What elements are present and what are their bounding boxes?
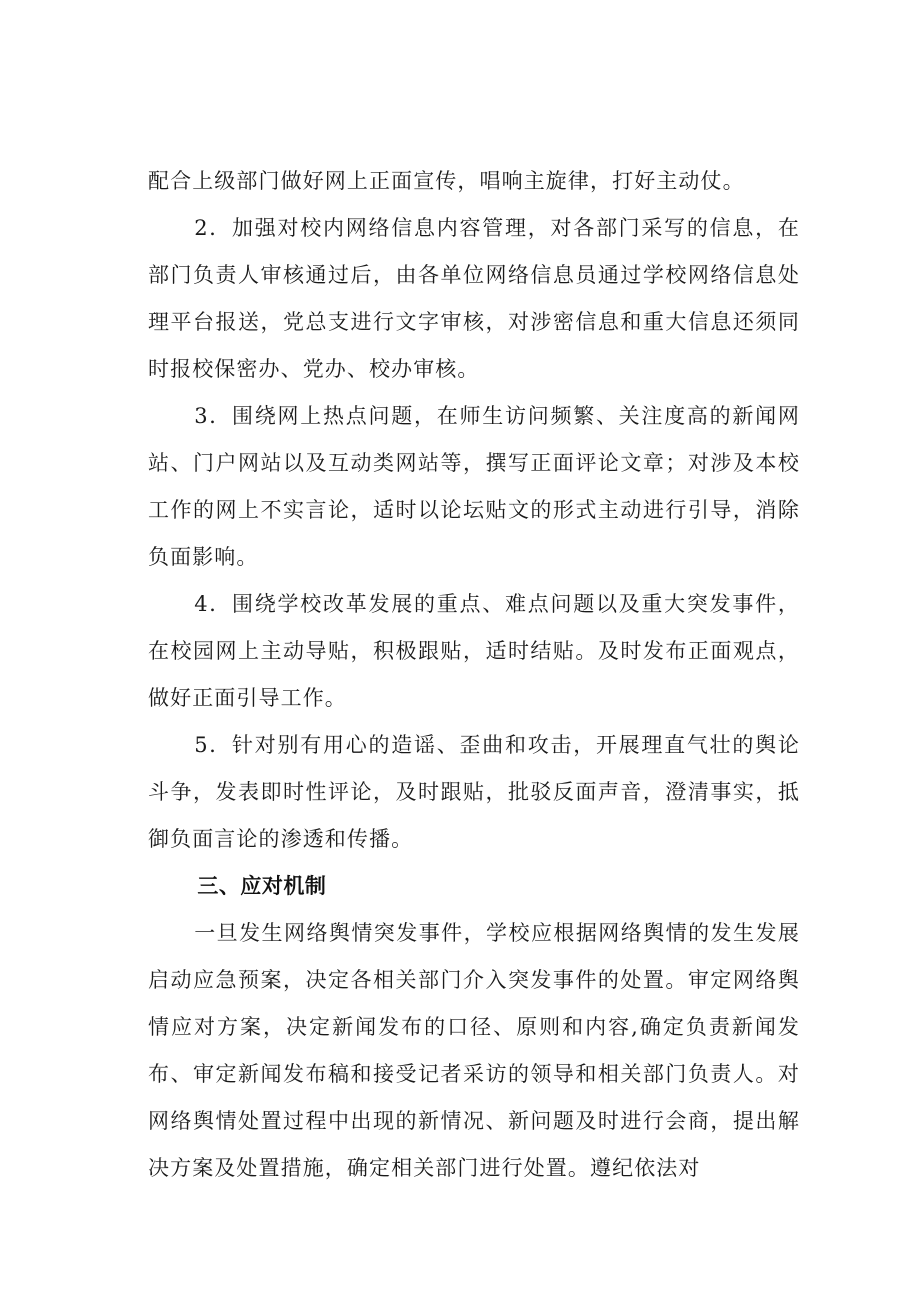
paragraph-continuation: 配合上级部门做好网上正面宣传，唱响主旋律，打好主动仗。 <box>148 169 745 193</box>
section-heading: 三、应对机制 <box>197 874 327 898</box>
paragraph-item-5: 5．针对别有用心的造谣、歪曲和攻击，开展理直气壮的舆论斗争，发表即时性评论，及时跟贴，批驳反面声音，澄清事实，抵御负面言论的渗透和传播。 <box>148 733 800 851</box>
paragraph-item-2: 2．加强对校内网络信息内容管理，对各部门采写的信息，在部门负责人审核通过后，由各单位网络信息员通过学校网络信息处理平台报送，党总支进行文字审核，对涉密信息和重大信息还须同时报校保密办、党办、校办审核。 <box>148 216 800 381</box>
section-paragraph: 一旦发生网络舆情突发事件，学校应根据网络舆情的发生发展启动应急预案，决定各相关部门介入突发事件的处置。审定网络舆情应对方案，决定新闻发布的口径、原则和内容,确定负责新闻发布、审定新闻发布稿和接受记者采访的领导和相关部门负责人。对网络舆情处置过程中出现的新情况、新问题及时进行会商，提出解决方案及处置措施，确定相关部门进行处置。遵纪依法对 <box>148 921 800 1180</box>
paragraph-item-3: 3．围绕网上热点问题，在师生访问频繁、关注度高的新闻网站、门户网站以及互动类网站等，撰写正面评论文章；对涉及本校工作的网上不实言论，适时以论坛贴文的形式主动进行引导，消除负面影响。 <box>148 404 800 569</box>
document-body <box>148 158 800 1192</box>
paragraph-item-4: 4．围绕学校改革发展的重点、难点问题以及重大突发事件，在校园网上主动导贴，积极跟贴，适时结贴。及时发布正面观点，做好正面引导工作。 <box>148 592 800 710</box>
